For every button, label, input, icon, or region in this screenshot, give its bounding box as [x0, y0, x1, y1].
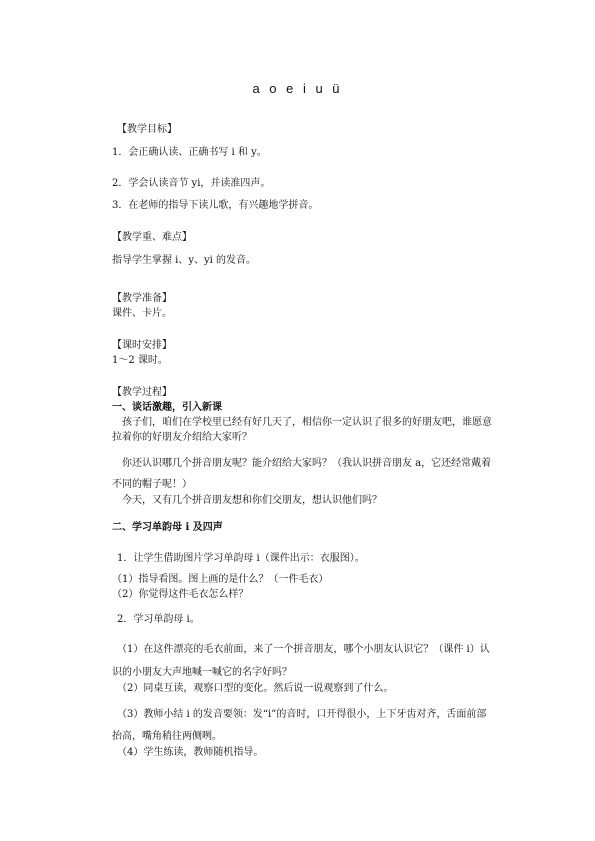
- goal-1: 1．会正确认读、正确书写 i 和 y。: [112, 147, 267, 158]
- goal-2: 2．学会认读音节 yi，并读准四声。: [112, 178, 271, 189]
- s2-item2: 2．学习单韵母 i。: [117, 614, 200, 625]
- p2-line2: 不同的帽子呢！）: [112, 479, 192, 490]
- process-header: 【教学过程】: [112, 387, 172, 398]
- s2-item1: 1．让学生借助图片学习单韵母 i（课件出示：衣服图）。: [117, 553, 365, 564]
- prep-text: 课件、卡片。: [112, 308, 172, 319]
- s2-p1-line1: （1）在这件漂亮的毛衣前面，来了一个拼音朋友，哪个小朋友认识它？（课件 i）认: [117, 644, 490, 655]
- s2-q1: （1）指导看图。图上画的是什么？（一件毛衣）: [112, 574, 329, 585]
- p1-line2: 拉着你的好朋友介绍给大家听？: [112, 432, 252, 443]
- goal-3: 3．在老师的指导下读儿歌，有兴趣地学拼音。: [112, 200, 319, 211]
- s2-p3-line2: 抬高，嘴角稍往两侧咧。: [112, 731, 222, 742]
- page-title: a o e i u ü: [252, 81, 343, 96]
- time-header: 【课时安排】: [112, 340, 172, 351]
- s2-p3-line1: （3）教师小结 i 的发音要领：发“i”的音时，口开得很小，上下牙齿对齐，舌面前部: [117, 709, 487, 720]
- s2-p4: （4）学生练读，教师随机指导。: [117, 747, 264, 758]
- s2-p1-line2: 识的小朋友大声地喊一喊它的名字好吗？: [112, 667, 292, 678]
- p3: 今天，又有几个拼音朋友想和你们交朋友，想认识他们吗？: [122, 495, 382, 506]
- time-text: 1～2 课时。: [112, 355, 168, 366]
- key-header: 【教学重、难点】: [112, 232, 192, 243]
- prep-header: 【教学准备】: [112, 293, 172, 304]
- p2-line1: 你还认识哪几个拼音朋友呢？能介绍给大家吗？（我认识拼音朋友 a，它还经常戴着: [122, 458, 492, 469]
- step1-heading: 一、谈话激趣，引入新课: [112, 402, 222, 413]
- s2-q2: （2）你觉得这件毛衣怎么样？: [112, 589, 249, 600]
- key-text: 指导学生掌握 i、y、yi 的发音。: [112, 255, 257, 266]
- step2-heading: 二、学习单韵母 i 及四声: [112, 522, 223, 533]
- goals-header: 【教学目标】: [117, 124, 177, 135]
- s2-p2: （2）同桌互读，观察口型的变化。然后说一说观察到了什么。: [117, 683, 394, 694]
- p1-line1: 孩子们，咱们在学校里已经有好几天了，相信你一定认识了很多的好朋友吧，谁愿意: [122, 417, 492, 428]
